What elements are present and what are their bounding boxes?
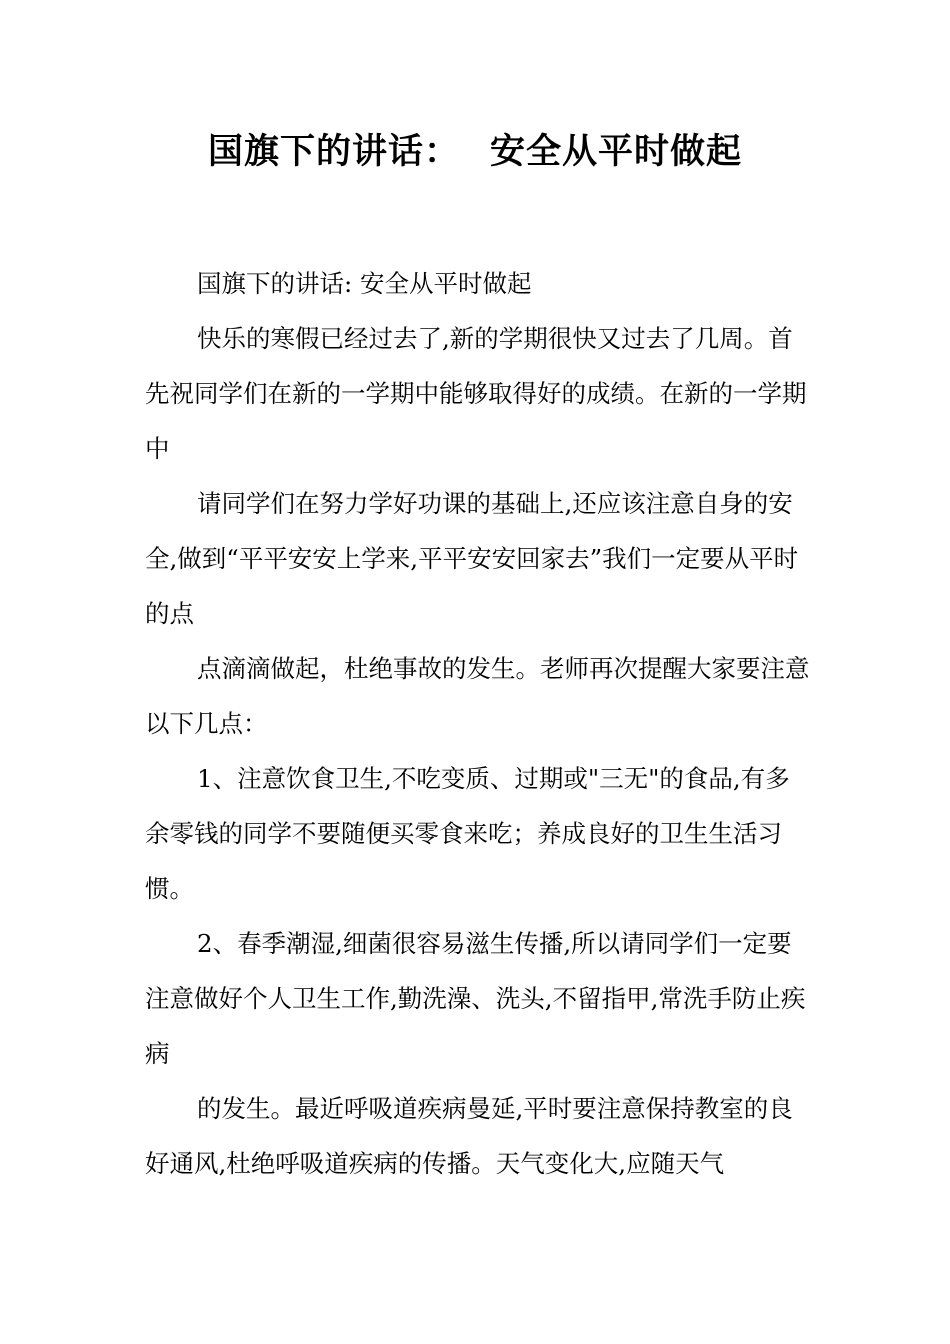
paragraph-subtitle: 国旗下的讲话: 安全从平时做起 bbox=[197, 269, 532, 298]
document-body bbox=[145, 256, 810, 1191]
paragraph-greeting: 快乐的寒假已经过去了,新的学期很快又过去了几周。首先祝同学们在新的一学期中能够取得好的成绩。在新的一学期中 bbox=[145, 324, 807, 463]
paragraph-point-1: 1、注意饮食卫生,不吃变质、过期或"三无"的食品,有多余零钱的同学不要随便买零食来吃；养成良好的卫生生活习惯。 bbox=[145, 764, 790, 903]
paragraph-attention-points: 点滴滴做起，杜绝事故的发生。老师再次提醒大家要注意以下几点： bbox=[145, 654, 810, 738]
paragraph-safety-reminder: 请同学们在努力学好功课的基础上,还应该注意自身的安全,做到“平平安安上学来,平平安安回家去”我们一定要从平时的点 bbox=[145, 489, 799, 628]
title-part-2: 安全从平时做起 bbox=[490, 132, 743, 172]
document-title bbox=[0, 128, 950, 176]
title-part-1: 国旗下的讲话： bbox=[207, 132, 460, 172]
paragraph-point-2: 2、春季潮湿,细菌很容易滋生传播,所以请同学们一定要注意做好个人卫生工作,勤洗澡、洗头,不留指甲,常洗手防止疾病 bbox=[145, 929, 806, 1068]
paragraph-continuation: 的发生。最近呼吸道疾病曼延,平时要注意保持教室的良好通风,杜绝呼吸道疾病的传播。天气变化大,应随天气 bbox=[145, 1094, 793, 1178]
